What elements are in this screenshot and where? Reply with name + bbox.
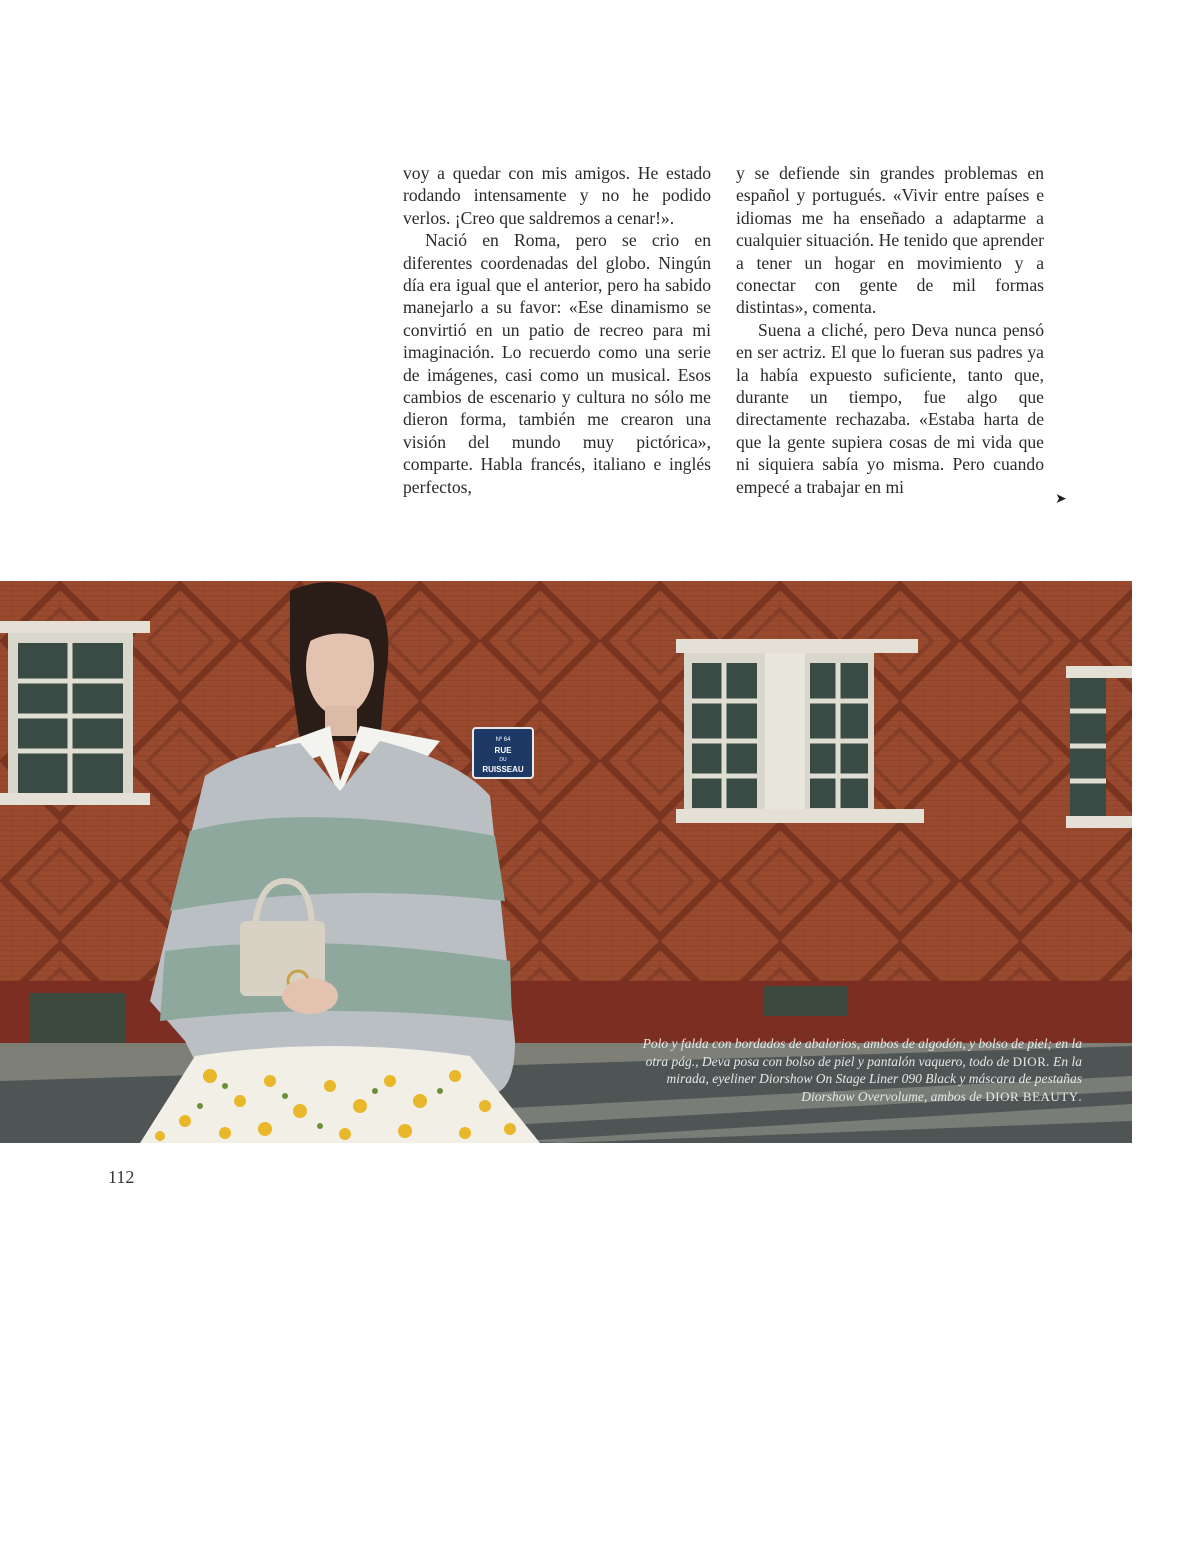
caption-text: . En la mirada, eyeliner Diorshow On Stage Liner 090 Black y máscara de pestañas Diorshow Overvolume, ambos de [666,1053,1082,1104]
paragraph: Nació en Roma, pero se crio en diferentes coordenadas del globo. Ningún día era igual que el anterior, pero ha sabido manejarlo a su favor: «Ese dinamismo se convirtió en un patio de recreo para mi imaginación. Lo recuerdo como una serie de imágenes, casi como un musical. Esos cambios de escenario y cultura no sólo me dieron forma, también me crearon una visión del mundo muy pictórica», comparte. Habla francés, italiano e inglés perfectos, [403,230,711,497]
svg-text:RUISSEAU: RUISSEAU [482,765,524,774]
paragraph: Suena a cliché, pero Deva nunca pensó en ser actriz. El que lo fueran sus padres ya la había expuesto suficiente, tanto que, durante un tiempo, fue algo que directamente rechazaba. «Estaba harta de que la gente supiera cosas de mi vida que ni siquiera sabía yo misma. Pero cuando empecé a trabajar en mi [736,319,1044,497]
caption-text: . [1078,1088,1082,1104]
article-column-right [736,162,1044,498]
caption-text: Polo y falda con bordados de abalorios, ambos de algodón, y bolso de piel; en la otra pág., Deva posa con bolso de piel y pantalón vaquero, todo de [642,1036,1082,1069]
svg-text:DU: DU [499,757,507,763]
paragraph: y se defiende sin grandes problemas en español y portugués. «Vivir entre países e idiomas me ha enseñado a adaptarme a cualquier situación. He tenido que aprender a tener un hogar en movimiento y a conectar con gente de mil formas distintas», comenta. [736,163,1044,318]
photo-caption [640,1035,1082,1105]
svg-text:RUE: RUE [494,746,512,755]
page-number: 112 [108,1167,135,1187]
svg-text:Nº 64: Nº 64 [495,737,511,743]
window [0,621,150,805]
article-column-left [403,162,711,498]
street-sign [473,728,533,778]
caption-brand: DIOR BEAUTY [985,1088,1079,1104]
continue-arrow-icon: ➤ [1055,491,1067,507]
paragraph: voy a quedar con mis amigos. He estado rodando intensamente y no he podido verlos. ¡Creo que saldremos a cenar!». [403,163,711,228]
caption-brand: DIOR [1012,1053,1047,1069]
